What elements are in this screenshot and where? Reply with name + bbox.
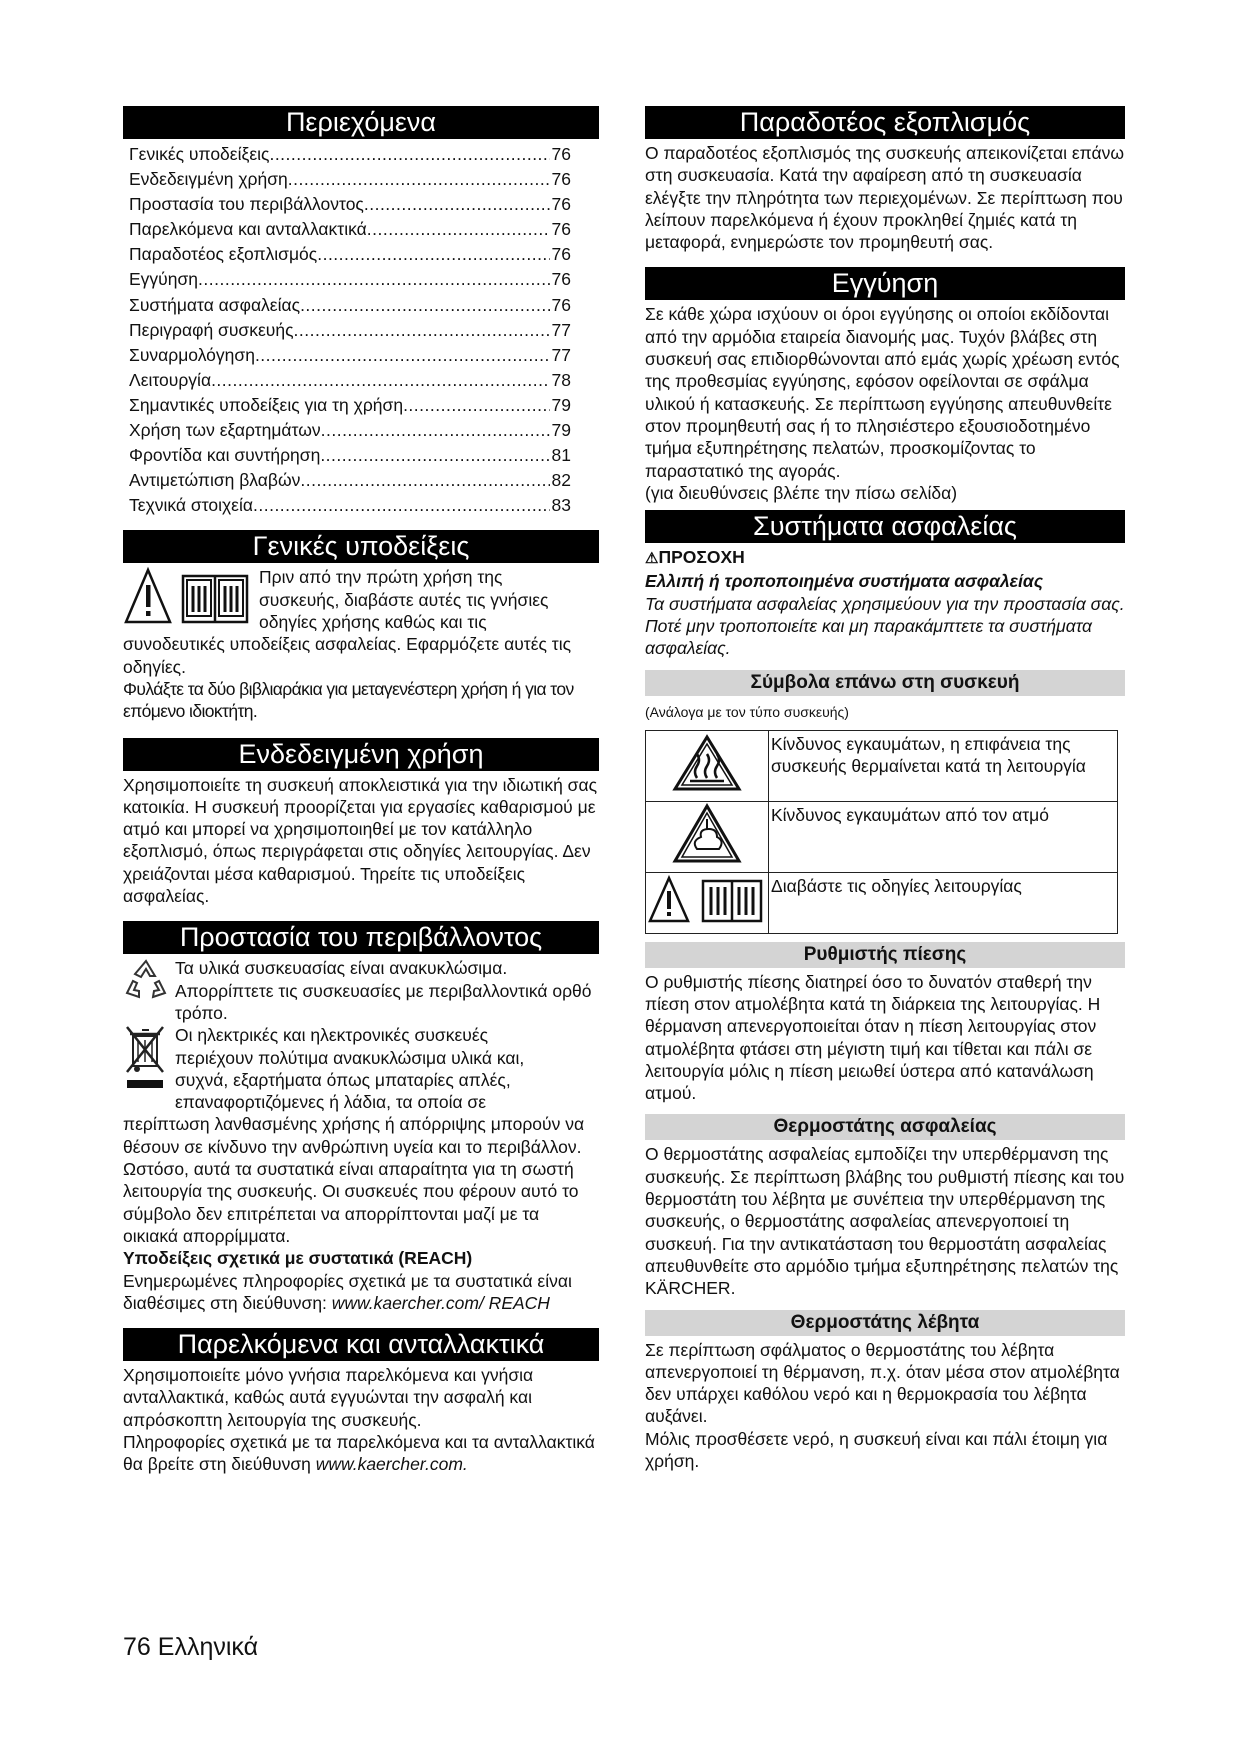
scope-heading: Παραδοτέος εξοπλισμός bbox=[645, 106, 1125, 139]
toc-entry-title: Σημαντικές υποδείξεις για τη χρήση bbox=[129, 394, 404, 415]
symbols-note: (Ανάλογα με τον τύπο συσκευής) bbox=[645, 703, 849, 720]
safety-heading: Συστήματα ασφαλείας bbox=[645, 510, 1125, 543]
recycle-block bbox=[123, 957, 599, 1024]
intended-heading: Ενδεδειγμένη χρήση bbox=[123, 738, 599, 771]
toc-entry-title: Λειτουργία bbox=[129, 369, 212, 390]
toc-entry-title: Περιγραφή συσκευής bbox=[129, 319, 294, 340]
symbol-text-3: Διαβάστε τις οδηγίες λειτουργίας bbox=[769, 872, 1118, 933]
toc-entry[interactable] bbox=[123, 192, 599, 217]
toc-leader-dots bbox=[211, 368, 549, 393]
toc-entry[interactable] bbox=[123, 242, 599, 267]
weee-line-4: επαναφορτιζόμενες ή λάδια, τα οποία σε bbox=[175, 1092, 487, 1113]
toc-leader-dots bbox=[198, 267, 550, 292]
toc-leader-dots bbox=[288, 167, 550, 192]
read-manual-warning-icon bbox=[123, 566, 255, 628]
toc-entry-page: 76 bbox=[551, 294, 571, 315]
general-line-3: οδηγίες χρήσης καθώς και τις bbox=[259, 612, 487, 632]
toc-entry-title: Φροντίδα και συντήρηση bbox=[129, 445, 321, 466]
page-footer bbox=[123, 1633, 258, 1662]
general-intro bbox=[123, 566, 599, 633]
toc-entry-page: 81 bbox=[551, 445, 571, 466]
toc-entry-page: 76 bbox=[551, 269, 571, 290]
toc-heading: Περιεχόμενα bbox=[123, 106, 599, 139]
caution-icon: ⚠ bbox=[645, 550, 659, 568]
warranty-heading: Εγγύηση bbox=[645, 267, 1125, 300]
toc-entry-title: Συναρμολόγηση bbox=[129, 344, 255, 365]
accessories-text-2-body: Πληροφορίες σχετικά με τα παρελκόμενα και τα ανταλλακτικά θα βρείτε στη διεύθυνση bbox=[123, 1432, 595, 1475]
toc-entry[interactable] bbox=[123, 267, 599, 292]
weee-bin-icon bbox=[123, 1024, 175, 1113]
read-manual-icon bbox=[646, 872, 769, 933]
table-row bbox=[646, 801, 1118, 872]
general-line-2: συσκευής, διαβάστε αυτές τις γνήσιες bbox=[259, 589, 549, 610]
recycle-text: Τα υλικά συσκευασίας είναι ανακυκλώσιμα. Απορρίπτετε τις συσκευασίες με περιβαλλοντικά ορθό τρόπο. bbox=[175, 958, 592, 1023]
toc-entry-title: Παραδοτέος εξοπλισμός bbox=[129, 244, 318, 265]
toc-entry-page: 76 bbox=[551, 169, 571, 190]
toc-entry[interactable] bbox=[123, 443, 599, 468]
toc-entry-page: 78 bbox=[551, 369, 571, 390]
intended-text: Χρησιμοποιείτε τη συσκευή αποκλειστικά για την ιδιωτική σας κατοικία. Η συσκευή προορίζεται για εργασίες καθαρισμού με ατμό και μπορεί να χρησιμοποιηθεί με τον κατάλληλο εξοπλισμό, όπως περιγράφεται στις οδηγίες λειτουργίας. Δεν χρειάζονται μέσα καθαρισμού. Τηρείτε τις υποδείξεις ασφαλείας. bbox=[123, 774, 598, 907]
table-row bbox=[646, 730, 1118, 801]
toc-entry-title: Προστασία του περιβάλλοντος bbox=[129, 194, 364, 215]
symbol-text-1: Κίνδυνος εγκαυμάτων, η επιφάνεια της συσκευής θερμαίνεται κατά τη λειτουργία bbox=[769, 730, 1118, 801]
table-of-contents bbox=[123, 142, 599, 518]
recycle-icon bbox=[123, 957, 175, 1024]
toc-entry-title: Συστήματα ασφαλείας bbox=[129, 294, 301, 315]
toc-entry-page: 79 bbox=[551, 420, 571, 441]
toc-entry-title: Ενδεδειγμένη χρήση bbox=[129, 169, 288, 190]
toc-leader-dots bbox=[364, 192, 550, 217]
toc-leader-dots bbox=[367, 217, 550, 242]
toc-entry-page: 77 bbox=[551, 319, 571, 340]
reach-text-body: Ενημερωμένες πληροφορίες σχετικά με τα συστατικά είναι διαθέσιμες στη διεύθυνση: bbox=[123, 1270, 572, 1313]
toc-entry[interactable] bbox=[123, 318, 599, 343]
weee-block bbox=[123, 1024, 599, 1113]
toc-entry-page: 82 bbox=[551, 470, 571, 491]
toc-entry[interactable] bbox=[123, 293, 599, 318]
toc-entry-title: Παρελκόμενα και ανταλλακτικά bbox=[129, 219, 367, 240]
symbols-table bbox=[645, 730, 1118, 934]
weee-line-1: Οι ηλεκτρικές και ηλεκτρονικές συσκευές bbox=[175, 1025, 489, 1046]
toc-entry-title: Τεχνικά στοιχεία bbox=[129, 495, 253, 516]
toc-entry-page: 76 bbox=[551, 144, 571, 164]
safety-warning-text-2: Ποτέ μην τροποποιείτε και μη παρακάμπτετε τα συστήματα ασφαλείας. bbox=[645, 616, 1092, 659]
kaercher-link[interactable]: www.kaercher.com. bbox=[315, 1454, 468, 1475]
warranty-note: (για διευθύνσεις βλέπε την πίσω σελίδα) bbox=[645, 482, 958, 503]
toc-entry-page: 76 bbox=[551, 244, 571, 265]
boiler-text-2: Μόλις προσθέσετε νερό, η συσκευή είναι και πάλι έτοιμη για χρήση. bbox=[645, 1428, 1108, 1471]
table-row bbox=[646, 872, 1118, 933]
toc-leader-dots bbox=[255, 343, 550, 368]
warning-manual-icons bbox=[123, 566, 255, 633]
toc-entry-page: 77 bbox=[551, 344, 571, 365]
weee-line-3: συχνά, εξαρτήματα όπως μπαταρίες απλές, bbox=[175, 1069, 511, 1090]
toc-entry[interactable] bbox=[123, 393, 599, 418]
toc-entry-page: 76 bbox=[551, 194, 571, 215]
toc-leader-dots bbox=[317, 242, 549, 267]
thermostat-text: Ο θερμοστάτης ασφαλείας εμποδίζει την υπερθέρμανση της συσκευής. Σε περίπτωση βλάβης του ρυθμιστή πίεσης και του θερμοστάτη του λέβητα με συνέπεια την υπερθέρμανση της συσκευής, ο θερμοστάτης ασφαλείας απενεργοποιεί τη συσκευή. Για την αντικατάσταση του θερμοστάτη ασφαλείας απευθυνθείτε στο αρμόδιο τμήμα εξυπηρέτησης πελατών της KÄRCHER. bbox=[645, 1144, 1125, 1299]
symbol-text-2: Κίνδυνος εγκαυμάτων από τον ατμό bbox=[769, 801, 1118, 872]
right-column bbox=[645, 106, 1125, 1472]
weee-rest: περίπτωση λανθασμένης χρήσης ή απόρριψης μπορούν να θέσουν σε κίνδυνο την ανθρώπινη υγεία και το περιβάλλον. Ωστόσο, αυτά τα συστατικά είναι απαραίτητα για τη σωστή λειτουργία της συσκευής. Οι συσκευές που φέρουν αυτό το σύμβολο δεν επιτρέπεται να απορρίπτονται μαζί με τα οικιακά απορρίμματα. bbox=[123, 1114, 585, 1246]
accessories-text-1: Χρησιμοποιείτε μόνο γνήσια παρελκόμενα και γνήσια ανταλλακτικά, καθώς αυτά εγγυώνται την ασφαλή και απρόσκοπτη λειτουργία της συσκευής. bbox=[123, 1365, 534, 1430]
toc-leader-dots bbox=[294, 318, 550, 343]
hot-steam-icon bbox=[646, 801, 769, 872]
toc-entry-page: 79 bbox=[551, 394, 571, 415]
environment-heading: Προστασία του περιβάλλοντος bbox=[123, 921, 599, 954]
toc-leader-dots bbox=[320, 443, 549, 468]
weee-line-2: περιέχουν πολύτιμα ανακυκλώσιμα υλικά και, bbox=[175, 1047, 525, 1068]
accessories-text-2 bbox=[123, 1431, 599, 1476]
boiler-heading: Θερμοστάτης λέβητα bbox=[645, 1310, 1125, 1336]
page-number: 76 bbox=[123, 1633, 151, 1661]
toc-entry[interactable] bbox=[123, 468, 599, 493]
toc-entry-title: Εγγύηση bbox=[129, 269, 199, 290]
toc-entry[interactable] bbox=[123, 142, 599, 167]
toc-leader-dots bbox=[300, 468, 549, 493]
toc-entry-title: Αντιμετώπιση βλαβών bbox=[129, 470, 301, 491]
toc-entry[interactable] bbox=[123, 493, 599, 518]
footer-language: Ελληνικά bbox=[157, 1633, 259, 1661]
reach-link[interactable]: www.kaercher.com/ REACH bbox=[331, 1292, 550, 1313]
toc-entry-page: 76 bbox=[551, 219, 571, 240]
warranty-text: Σε κάθε χώρα ισχύουν οι όροι εγγύησης οι οποίοι εκδίδονται από την αρμόδια εταιρεία διανομής μας. Τυχόν βλάβες στη συσκευή σας επιδιορθώνονται από εμάς χωρίς χρέωση εντός της προθεσμίας εγγύησης, εφόσον οφείλονται σε σφάλμα υλικού ή κατασκευής. Σε περίπτωση εγγύησης απευθυνθείτε στον προμηθευτή σας ή το πλησιέστερο εξουσιοδοτημένο τμήμα εξυπηρέτησης πελατών, προσκομίζοντας το παραστατικό της αγοράς. bbox=[645, 304, 1120, 481]
reach-title: Υποδείξεις σχετικά με συστατικά (REACH) bbox=[123, 1248, 473, 1269]
reach-text bbox=[123, 1270, 599, 1315]
toc-leader-dots bbox=[403, 393, 549, 418]
general-rest: συνοδευτικές υποδείξεις ασφαλείας. Εφαρμόζετε αυτές τις οδηγίες. bbox=[123, 634, 572, 677]
caution-text: ΠΡΟΣΟΧΗ bbox=[658, 547, 745, 568]
toc-leader-dots bbox=[269, 142, 549, 167]
toc-leader-dots bbox=[300, 293, 549, 318]
toc-leader-dots bbox=[321, 418, 550, 443]
toc-entry-title: Γενικές υποδείξεις bbox=[129, 144, 270, 164]
toc-leader-dots bbox=[253, 493, 550, 518]
thermostat-heading: Θερμοστάτης ασφαλείας bbox=[645, 1114, 1125, 1140]
toc-entry[interactable] bbox=[123, 418, 599, 443]
toc-entry[interactable] bbox=[123, 217, 599, 242]
general-line-1: Πριν από την πρώτη χρήση της bbox=[259, 567, 503, 588]
toc-entry[interactable] bbox=[123, 343, 599, 368]
general-keep: Φυλάξτε τα δύο βιβλιαράκια για μεταγενέστερη χρήση ή για τον επόμενο ιδιοκτήτη. bbox=[123, 679, 574, 722]
left-column bbox=[123, 106, 599, 1476]
toc-entry-title: Χρήση των εξαρτημάτων bbox=[129, 420, 321, 441]
toc-entry-page: 83 bbox=[551, 495, 571, 516]
pressure-text: Ο ρυθμιστής πίεσης διατηρεί όσο το δυνατόν σταθερή την πίεση στον ατμολέβητα κατά τη διάρκεια της λειτουργίας. Η θέρμανση απενεργοποιείται όταν η πίεση λειτουργίας στον ατμολέβητα φτάσει στη μέγιστη τιμή και τίθεται και πάλι σε λειτουργία μόλις η πίεση μειωθεί ύστερα από κατανάλωση ατμού. bbox=[645, 971, 1101, 1104]
accessories-heading: Παρελκόμενα και ανταλλακτικά bbox=[123, 1328, 599, 1361]
hot-surface-icon bbox=[646, 730, 769, 801]
general-heading: Γενικές υποδείξεις bbox=[123, 530, 599, 563]
safety-warning-text-1: Τα συστήματα ασφαλείας χρησιμεύουν για την προστασία σας. bbox=[645, 593, 1125, 614]
boiler-text-1: Σε περίπτωση σφάλματος ο θερμοστάτης του λέβητα απενεργοποιεί τη θέρμανση, π.χ. όταν μέσα στον ατμολέβητα δεν υπάρχει καθόλου νερό και η θερμοκρασία του λέβητα αυξάνει. bbox=[645, 1339, 1120, 1427]
caution-label bbox=[645, 546, 1125, 570]
symbols-heading: Σύμβολα επάνω στη συσκευή bbox=[645, 670, 1125, 696]
toc-entry[interactable] bbox=[123, 167, 599, 192]
pressure-heading: Ρυθμιστής πίεσης bbox=[645, 942, 1125, 968]
safety-warning-title: Ελλιπή ή τροποποιημένα συστήματα ασφαλείας bbox=[645, 571, 1044, 592]
toc-entry[interactable] bbox=[123, 368, 599, 393]
scope-text: Ο παραδοτέος εξοπλισμός της συσκευής απεικονίζεται επάνω στη συσκευασία. Κατά την αφαίρεση από τη συσκευασία ελέγξτε την πληρότητα των περιεχομένων. Σε περίπτωση που λείπουν παρελκόμενα ή έχουν προκληθεί ζημιές κατά τη μεταφορά, ενημερώστε τον προμηθευτή σας. bbox=[645, 143, 1124, 253]
